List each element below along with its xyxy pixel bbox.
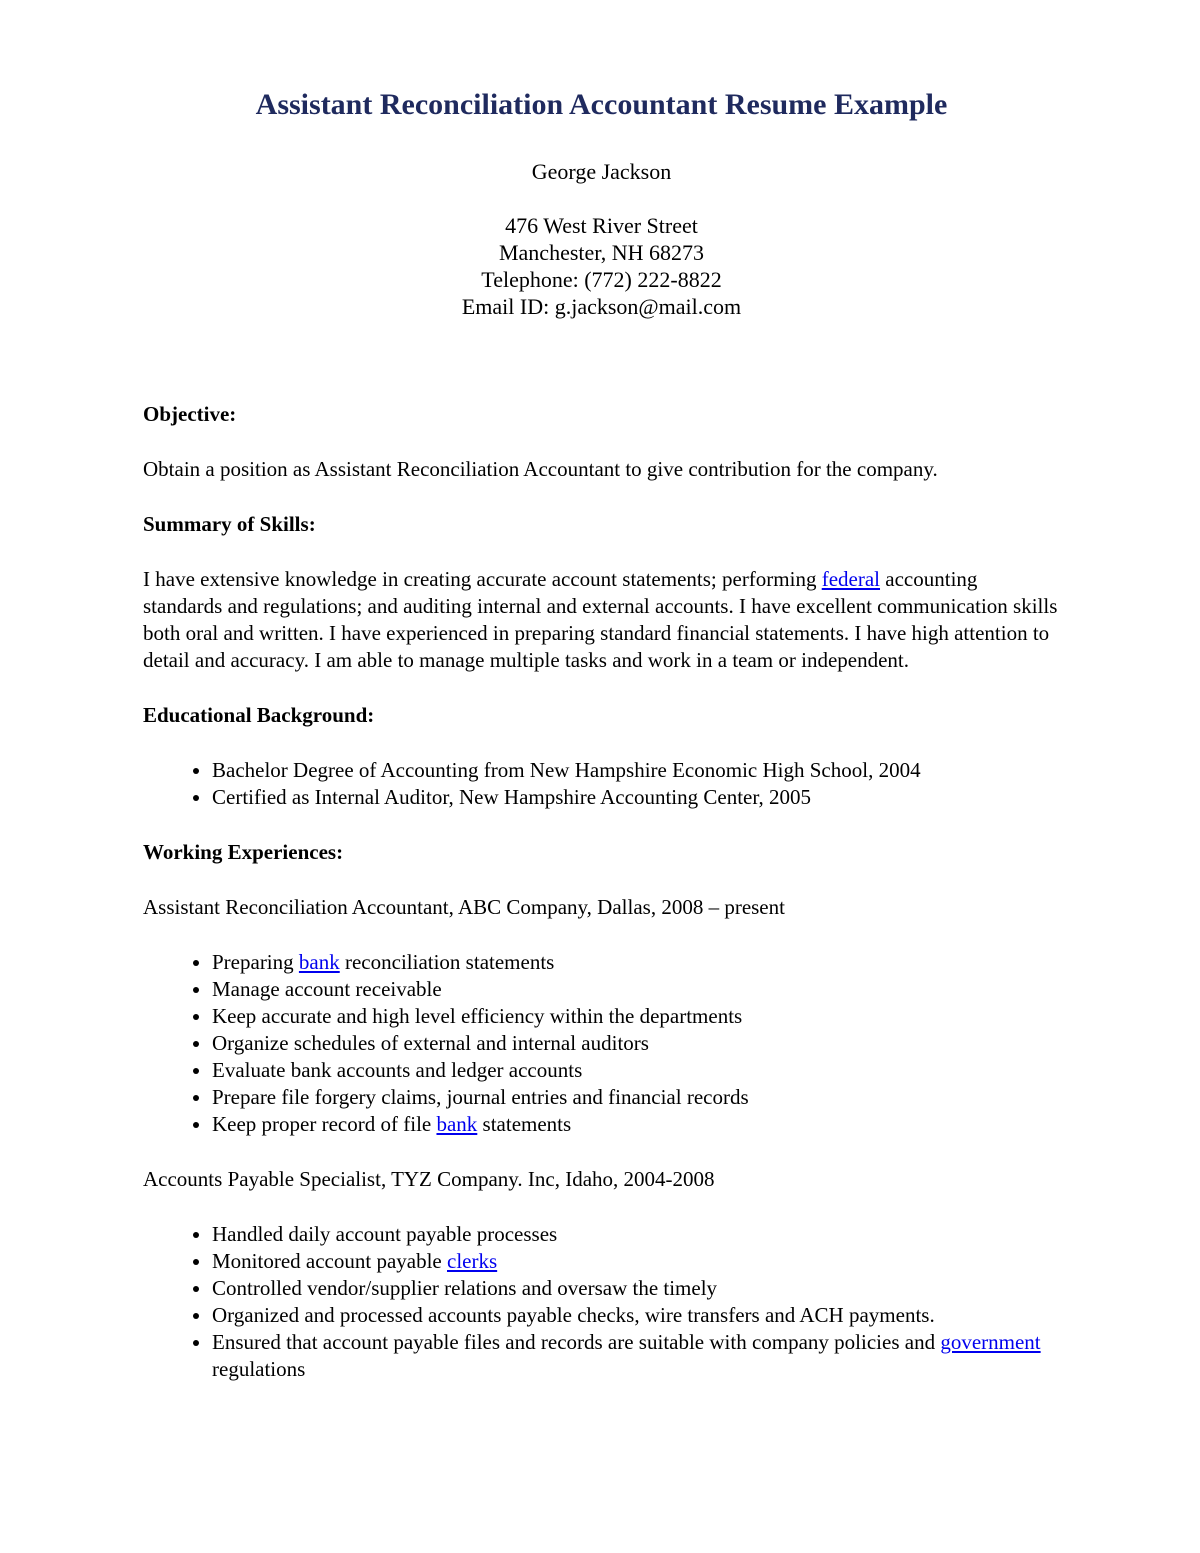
list-item (212, 1329, 1060, 1383)
bullet-text: reconciliation statements (339, 950, 555, 974)
job-bullets-1 (143, 949, 1060, 1138)
list-item (212, 1003, 1060, 1030)
page-title: Assistant Reconciliation Accountant Resume Example (255, 88, 948, 121)
section-heading-summary: Summary of Skills: (143, 512, 316, 536)
list-item (212, 1302, 1060, 1329)
list-item (212, 784, 1060, 811)
candidate-name: George Jackson (531, 159, 672, 184)
bullet-text: Manage account receivable (212, 977, 442, 1001)
list-item (212, 1030, 1060, 1057)
federal-link[interactable]: federal (821, 567, 881, 591)
job-title: Accounts Payable Specialist, TYZ Company. Inc, Idaho, 2004-2008 (143, 1167, 715, 1191)
section-heading-education: Educational Background: (143, 703, 375, 727)
list-item (212, 1248, 1060, 1275)
list-item (212, 757, 1060, 784)
bullet-text: statements (477, 1112, 572, 1136)
list-item (212, 1057, 1060, 1084)
government-link[interactable]: government (940, 1330, 1041, 1354)
clerks-link[interactable]: clerks (447, 1249, 498, 1273)
bullet-text: Organized and processed accounts payable checks, wire transfers and ACH payments. (212, 1303, 935, 1327)
education-list (143, 757, 1060, 811)
bullet-text: Prepare file forgery claims, journal entries and financial records (212, 1085, 749, 1109)
bullet-text: Keep accurate and high level efficiency within the departments (212, 1004, 743, 1028)
bullet-text: regulations (212, 1357, 306, 1381)
list-item (212, 1084, 1060, 1111)
list-item (212, 1275, 1060, 1302)
summary-paragraph (143, 566, 1060, 674)
job-bullets-2 (143, 1221, 1060, 1383)
section-heading-experience: Working Experiences: (143, 840, 344, 864)
contact-address (143, 212, 1060, 320)
list-item (212, 976, 1060, 1003)
contact-block (143, 158, 1060, 320)
contact-email: Email ID: g.jackson@mail.com (461, 294, 742, 319)
address-line-city: Manchester, NH 68273 (498, 240, 704, 265)
list-item (212, 1221, 1060, 1248)
bank-link[interactable]: bank (436, 1112, 478, 1136)
job-title: Assistant Reconciliation Accountant, ABC Company, Dallas, 2008 – present (143, 895, 785, 919)
bullet-text: Handled daily account payable processes (212, 1222, 558, 1246)
list-item (212, 1111, 1060, 1138)
bullet-text: Evaluate bank accounts and ledger accounts (212, 1058, 583, 1082)
bullet-text: Ensured that account payable files and records are suitable with company policies and (212, 1330, 941, 1354)
bullet-text: Monitored account payable (212, 1249, 447, 1273)
objective-text: Obtain a position as Assistant Reconciliation Accountant to give contribution for the company. (143, 457, 938, 481)
list-item (212, 949, 1060, 976)
summary-text: accounting standards and regulations; and auditing internal and external accounts. I have excellent communication skills both oral and written. I have experienced in preparing standard financial statements. I have high attention to detail and accuracy. I am able to manage multiple tasks and work in a team or independent. (143, 567, 1058, 672)
bullet-text: Organize schedules of external and internal auditors (212, 1031, 649, 1055)
bullet-text: Certified as Internal Auditor, New Hampshire Accounting Center, 2005 (212, 785, 812, 809)
bank-link[interactable]: bank (298, 950, 340, 974)
bullet-text: Bachelor Degree of Accounting from New Hampshire Economic High School, 2004 (212, 758, 921, 782)
section-heading-objective: Objective: (143, 402, 237, 426)
bullet-text: Keep proper record of file (212, 1112, 437, 1136)
address-line-street: 476 West River Street (505, 213, 698, 238)
bullet-text: Preparing (212, 950, 299, 974)
bullet-text: Controlled vendor/supplier relations and oversaw the timely (212, 1276, 718, 1300)
summary-text: I have extensive knowledge in creating accurate account statements; performing (143, 567, 822, 591)
contact-telephone: Telephone: (772) 222-8822 (481, 267, 722, 292)
